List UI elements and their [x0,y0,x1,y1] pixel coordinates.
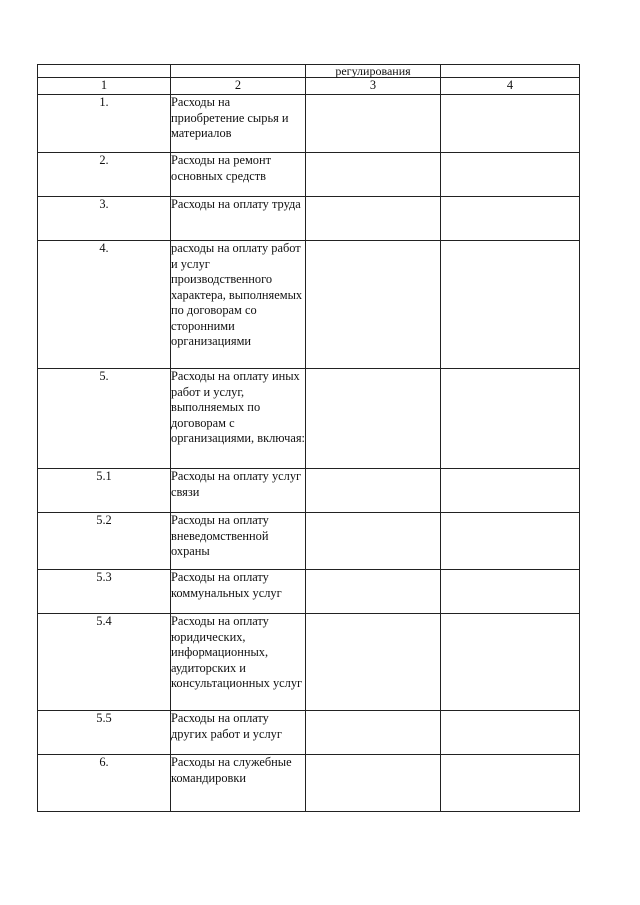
row-value-col3 [306,614,441,711]
expense-table [37,64,580,812]
row-description: Расходы на оплату вневедомственной охраны [171,513,306,570]
column-number-row [38,78,580,95]
row-value-col4 [441,95,580,153]
row-description: расходы на оплату работ и услуг производственного характера, выполняемых по договорам со сторонними организациями [171,241,306,369]
header-cell [38,65,171,78]
row-description: Расходы на оплату труда [171,197,306,241]
table-row [38,570,580,614]
row-value-col3 [306,711,441,755]
row-value-col4 [441,153,580,197]
table-row [38,95,580,153]
table-row [38,711,580,755]
row-value-col3 [306,197,441,241]
row-value-col4 [441,369,580,469]
table-row [38,469,580,513]
row-number: 5. [38,369,171,469]
row-description: Расходы на оплату других работ и услуг [171,711,306,755]
table-row [38,755,580,812]
column-number: 1 [38,78,171,95]
row-value-col3 [306,513,441,570]
row-value-col3 [306,95,441,153]
row-description: Расходы на оплату иных работ и услуг, выполняемых по договорам с организациями, включая: [171,369,306,469]
row-value-col4 [441,570,580,614]
row-value-col4 [441,755,580,812]
header-cell [171,65,306,78]
row-value-col3 [306,755,441,812]
row-value-col4 [441,614,580,711]
table-row [38,241,580,369]
row-value-col4 [441,513,580,570]
row-value-col4 [441,469,580,513]
row-description: Расходы на оплату юридических, информационных, аудиторских и консультационных услуг [171,614,306,711]
row-value-col4 [441,241,580,369]
row-description: Расходы на оплату коммунальных услуг [171,570,306,614]
table-row [38,614,580,711]
row-number: 5.2 [38,513,171,570]
row-value-col4 [441,711,580,755]
row-value-col3 [306,570,441,614]
row-number: 5.4 [38,614,171,711]
row-description: Расходы на служебные командировки [171,755,306,812]
row-number: 4. [38,241,171,369]
row-description: Расходы на ремонт основных средств [171,153,306,197]
row-number: 5.5 [38,711,171,755]
row-value-col3 [306,469,441,513]
row-number: 5.1 [38,469,171,513]
row-number: 6. [38,755,171,812]
row-value-col3 [306,241,441,369]
row-description: Расходы на оплату услуг связи [171,469,306,513]
column-number: 3 [306,78,441,95]
header-continuation-row [38,65,580,78]
row-number: 1. [38,95,171,153]
scan-artifact [18,40,34,44]
row-number: 3. [38,197,171,241]
table-row [38,513,580,570]
table-row [38,153,580,197]
row-number: 2. [38,153,171,197]
header-cell [441,65,580,78]
row-description: Расходы на приобретение сырья и материалов [171,95,306,153]
column-number: 4 [441,78,580,95]
header-cell-regulation: регулирования [306,65,441,78]
table-row [38,369,580,469]
row-value-col4 [441,197,580,241]
column-number: 2 [171,78,306,95]
row-value-col3 [306,153,441,197]
row-value-col3 [306,369,441,469]
table-row [38,197,580,241]
row-number: 5.3 [38,570,171,614]
